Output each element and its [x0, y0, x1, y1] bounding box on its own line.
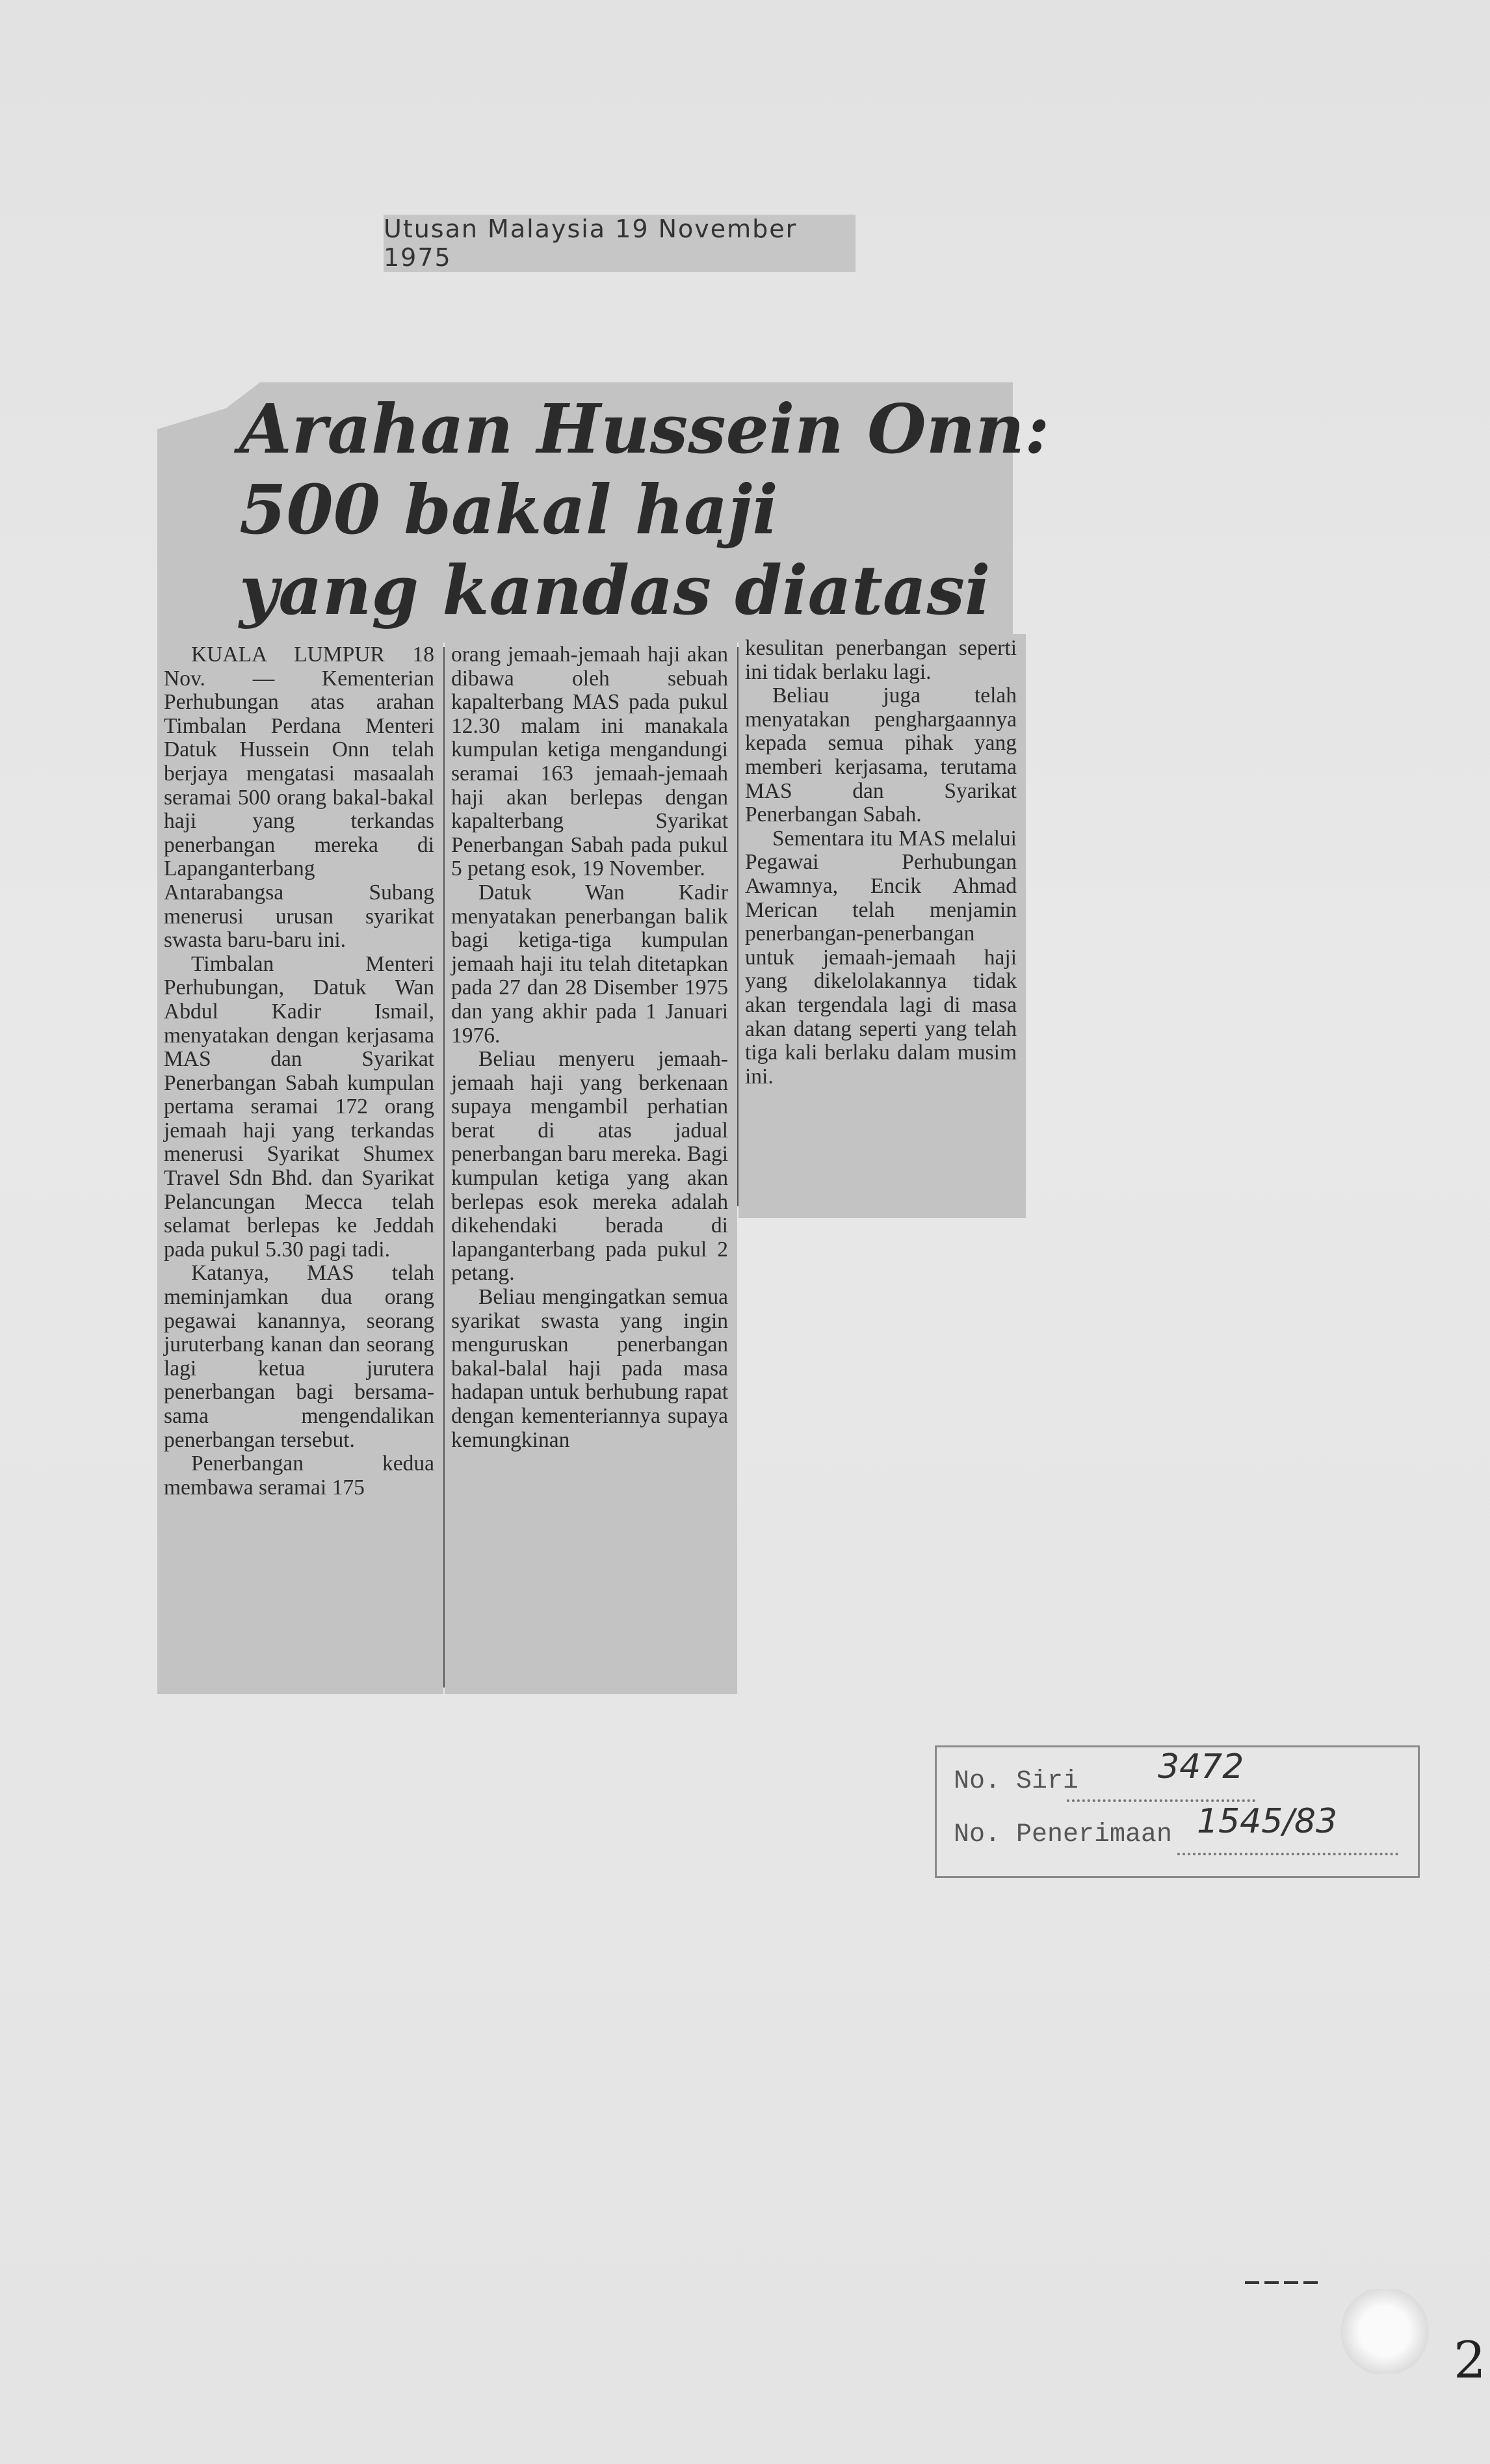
- page-number: 2: [1454, 2331, 1486, 2390]
- paragraph: Timbalan Menteri Perhubungan, Datuk Wan Abdul Kadir Ismail, menyatakan dengan kerjasama MAS dan Syarikat Penerbangan Sabah kumpulan pertama seramai 172 orang jemaah haji yang terkandas menerusi Syarikat Shumex Travel Sdn Bhd. dan Syarikat Pelancungan Mecca telah selamat berlepas ke Jeddah pada pukul 5.30 pagi tadi.: [164, 951, 434, 1262]
- penerimaan-label: No. Penerimaan: [954, 1820, 1173, 1849]
- paragraph: Beliau mengingatkan semua syarikat swasta yang ingin menguruskan penerbangan bakal-balal haji pada masa hadapan untuk berhubung rapat dengan kementeriannya supaya kemungkinan: [451, 1285, 728, 1452]
- paragraph: Sementara itu MAS melalui Pegawai Perhubungan Awamnya, Encik Ahmad Merican telah menjamin penerbangan-penerbangan untuk jemaah-jemaah haji yang dikelolakannya tidak akan tergendala lagi di masa akan datang seperti yang telah tiga kali berlaku dalam musim ini.: [745, 826, 1017, 1089]
- paragraph: Beliau juga telah menyatakan penghargaannya kepada semua pihak yang memberi kerjasama, terutama MAS dan Syarikat Penerbangan Sabah.: [745, 683, 1017, 827]
- article-column-2: [445, 641, 737, 1694]
- article-column-1: [157, 641, 443, 1694]
- siri-label: No. Siri: [954, 1767, 1079, 1796]
- paragraph: KUALA LUMPUR 18 Nov. — Kementerian Perhubungan atas arahan Timbalan Perdana Menteri Datuk Hussein Onn telah berjaya mengatasi masaalah seramai 500 orang bakal-bakal haji yang terkandas penerbangan mereka di Lapanganterbang Antarabangsa Subang menerusi urusan syarikat swasta baru-baru ini.: [164, 642, 434, 953]
- headline-line-1: Arahan Hussein Onn:: [239, 389, 1050, 469]
- paragraph: Katanya, MAS telah meminjamkan dua orang pegawai kanannya, seorang juruterbang kanan dan seorang lagi ketua jurutera penerbangan bagi bersama-sama mengendalikan penerbangan tersebut.: [164, 1261, 434, 1452]
- paragraph: kesulitan penerbangan seperti ini tidak berlaku lagi.: [745, 636, 1017, 684]
- paragraph: orang jemaah-jemaah haji akan dibawa oleh sebuah kapalterbang MAS pada pukul 12.30 malam ini manakala kumpulan ketiga mengandungi seramai 163 jemaah-jemaah haji akan berlepas dengan kapalterbang Syarikat Penerbangan Sabah pada pukul 5 petang esok, 19 November.: [451, 642, 728, 881]
- source-label: Utusan Malaysia 19 November 1975: [384, 215, 856, 272]
- paper-tear: [1339, 2289, 1430, 2374]
- paragraph: Beliau menyeru jemaah-jemaah haji yang berkenaan supaya mengambil perhatian berat di atas jadual penerbangan baru mereka. Bagi kumpulan ketiga yang akan berlepas esok mereka adalah dikehendaki berada di lapanganterbang pada pukul 2 petang.: [451, 1047, 728, 1286]
- paragraph: Penerbangan kedua membawa seramai 175: [164, 1451, 434, 1500]
- penerimaan-value: 1545/83: [1197, 1802, 1338, 1841]
- article-column-3: [738, 634, 1026, 1218]
- siri-value: 3472: [1158, 1747, 1244, 1786]
- penerimaan-dotted-line: [1177, 1853, 1398, 1855]
- archive-stamp: [935, 1745, 1420, 1878]
- headline: [239, 389, 1050, 631]
- headline-line-2: 500 bakal haji: [239, 470, 778, 550]
- headline-line-3: yang kandas diatasi: [239, 550, 991, 630]
- dashed-mark: [1245, 2281, 1323, 2284]
- paragraph: Datuk Wan Kadir menyatakan penerbangan balik bagi ketiga-tiga kumpulan jemaah haji itu telah ditetapkan pada 27 dan 28 Disember 1975 dan yang akhir pada 1 Januari 1976.: [451, 880, 728, 1048]
